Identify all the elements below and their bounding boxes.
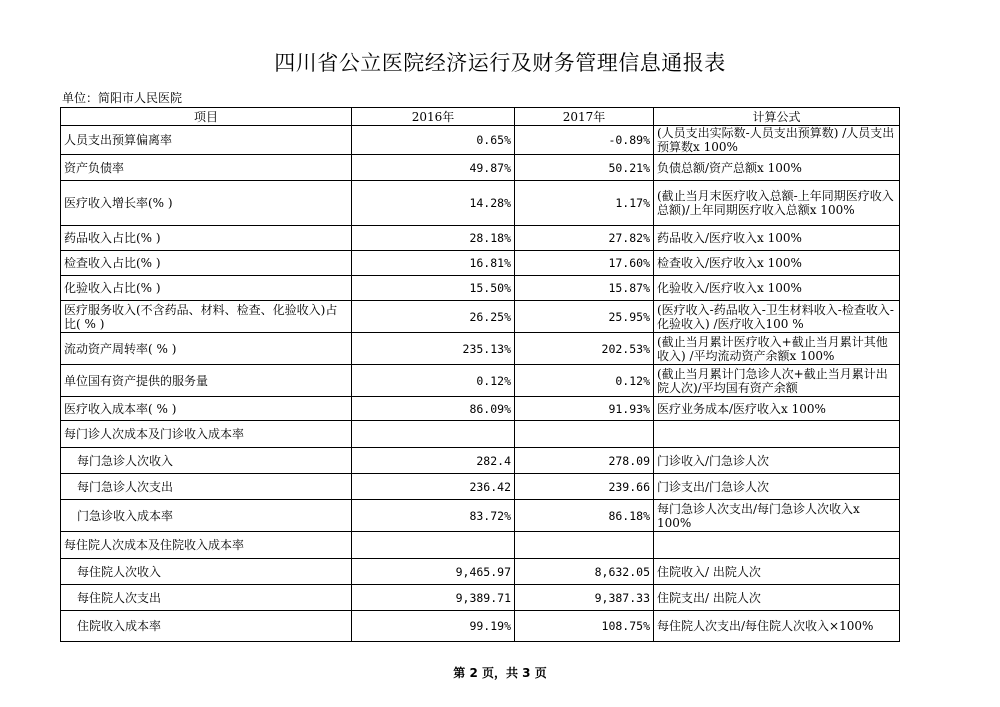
row-2016: 83.72%	[352, 500, 515, 532]
row-2017: 25.95%	[515, 301, 654, 333]
row-2017: 202.53%	[515, 333, 654, 365]
table-row	[61, 276, 900, 301]
row-2017: 91.93%	[515, 397, 654, 421]
row-2017: 278.09	[515, 448, 654, 474]
header-row	[61, 108, 900, 126]
row-2016: 26.25%	[352, 301, 515, 333]
row-2016: 0.65%	[352, 126, 515, 155]
row-2016	[352, 532, 515, 559]
table-row	[61, 559, 900, 585]
row-formula: (截止当月累计医疗收入+截止当月累计其他收入) /平均流动资产余额x 100%	[654, 333, 900, 365]
row-item: 每门急诊人次收入	[61, 448, 352, 474]
row-item: 医疗收入成本率( % )	[61, 397, 352, 421]
section-title: 每住院人次成本及住院收入成本率	[61, 532, 352, 559]
row-item: 单位国有资产提供的服务量	[61, 365, 352, 397]
row-2017: 17.60%	[515, 251, 654, 276]
row-formula: (人员支出实际数-人员支出预算数) /人员支出预算数x 100%	[654, 126, 900, 155]
table-row	[61, 397, 900, 421]
table-row	[61, 474, 900, 500]
row-item: 资产负债率	[61, 155, 352, 181]
row-2017: 239.66	[515, 474, 654, 500]
row-formula: 住院支出/ 出院人次	[654, 585, 900, 611]
row-2016: 0.12%	[352, 365, 515, 397]
row-2017: 0.12%	[515, 365, 654, 397]
row-formula: (截止当月末医疗收入总额-上年同期医疗收入总额)/上年同期医疗收入总额x 100%	[654, 181, 900, 226]
table-row	[61, 611, 900, 642]
row-2017: 108.75%	[515, 611, 654, 642]
table-row	[61, 251, 900, 276]
row-formula: 负债总额/资产总额x 100%	[654, 155, 900, 181]
row-item: 每住院人次支出	[61, 585, 352, 611]
row-2016: 14.28%	[352, 181, 515, 226]
row-formula: 每门急诊人次支出/每门急诊人次收入x 100%	[654, 500, 900, 532]
row-2017: -0.89%	[515, 126, 654, 155]
table-row	[61, 226, 900, 251]
table-row	[61, 365, 900, 397]
row-2016: 49.87%	[352, 155, 515, 181]
table-row	[61, 155, 900, 181]
table-row	[61, 500, 900, 532]
report-title: 四川省公立医院经济运行及财务管理信息通报表	[274, 51, 726, 75]
row-item: 每住院人次收入	[61, 559, 352, 585]
row-formula: 每住院人次支出/每住院人次收入×100%	[654, 611, 900, 642]
table-row	[61, 301, 900, 333]
row-formula: 化验收入/医疗收入x 100%	[654, 276, 900, 301]
row-2017: 1.17%	[515, 181, 654, 226]
report-table	[60, 107, 900, 642]
row-item: 检查收入占比(% )	[61, 251, 352, 276]
row-2016: 9,465.97	[352, 559, 515, 585]
row-2016: 16.81%	[352, 251, 515, 276]
row-item: 流动资产周转率( % )	[61, 333, 352, 365]
row-item: 医疗收入增长率(% )	[61, 181, 352, 226]
row-item: 住院收入成本率	[61, 611, 352, 642]
table-row	[61, 448, 900, 474]
row-2017: 86.18%	[515, 500, 654, 532]
row-2017: 50.21%	[515, 155, 654, 181]
row-formula	[654, 532, 900, 559]
table-row	[61, 126, 900, 155]
row-2016: 236.42	[352, 474, 515, 500]
table-row	[61, 181, 900, 226]
row-item: 人员支出预算偏离率	[61, 126, 352, 155]
section-row	[61, 421, 900, 448]
table-row	[61, 585, 900, 611]
row-2017	[515, 421, 654, 448]
table-row	[61, 333, 900, 365]
header-2016: 2016年	[352, 108, 515, 126]
row-2016: 86.09%	[352, 397, 515, 421]
row-formula: (医疗收入-药品收入-卫生材料收入-检查收入-化验收入) /医疗收入100 %	[654, 301, 900, 333]
row-formula: 医疗业务成本/医疗收入x 100%	[654, 397, 900, 421]
header-2017: 2017年	[515, 108, 654, 126]
header-formula: 计算公式	[654, 108, 900, 126]
section-title: 每门诊人次成本及门诊收入成本率	[61, 421, 352, 448]
row-2016	[352, 421, 515, 448]
row-item: 门急诊收入成本率	[61, 500, 352, 532]
row-2017: 8,632.05	[515, 559, 654, 585]
row-2017: 27.82%	[515, 226, 654, 251]
row-2016: 99.19%	[352, 611, 515, 642]
row-2017: 15.87%	[515, 276, 654, 301]
unit-label: 单位：简阳市人民医院	[62, 91, 183, 105]
row-2016: 235.13%	[352, 333, 515, 365]
page-footer: 第 2 页，共 3 页	[453, 666, 547, 680]
row-item: 每门急诊人次支出	[61, 474, 352, 500]
row-2016: 9,389.71	[352, 585, 515, 611]
section-row	[61, 532, 900, 559]
row-formula: 门诊支出/门急诊人次	[654, 474, 900, 500]
row-item: 医疗服务收入(不含药品、材料、检查、化验收入)占比( % )	[61, 301, 352, 333]
row-2016: 28.18%	[352, 226, 515, 251]
row-formula	[654, 421, 900, 448]
header-item: 项目	[61, 108, 352, 126]
row-item: 药品收入占比(% )	[61, 226, 352, 251]
row-formula: 检查收入/医疗收入x 100%	[654, 251, 900, 276]
row-2017	[515, 532, 654, 559]
row-2017: 9,387.33	[515, 585, 654, 611]
row-2016: 282.4	[352, 448, 515, 474]
row-formula: 药品收入/医疗收入x 100%	[654, 226, 900, 251]
row-formula: 住院收入/ 出院人次	[654, 559, 900, 585]
row-formula: 门诊收入/门急诊人次	[654, 448, 900, 474]
row-2016: 15.50%	[352, 276, 515, 301]
row-item: 化验收入占比(% )	[61, 276, 352, 301]
row-formula: (截止当月累计门急诊人次+截止当月累计出院人次)/平均国有资产余额	[654, 365, 900, 397]
